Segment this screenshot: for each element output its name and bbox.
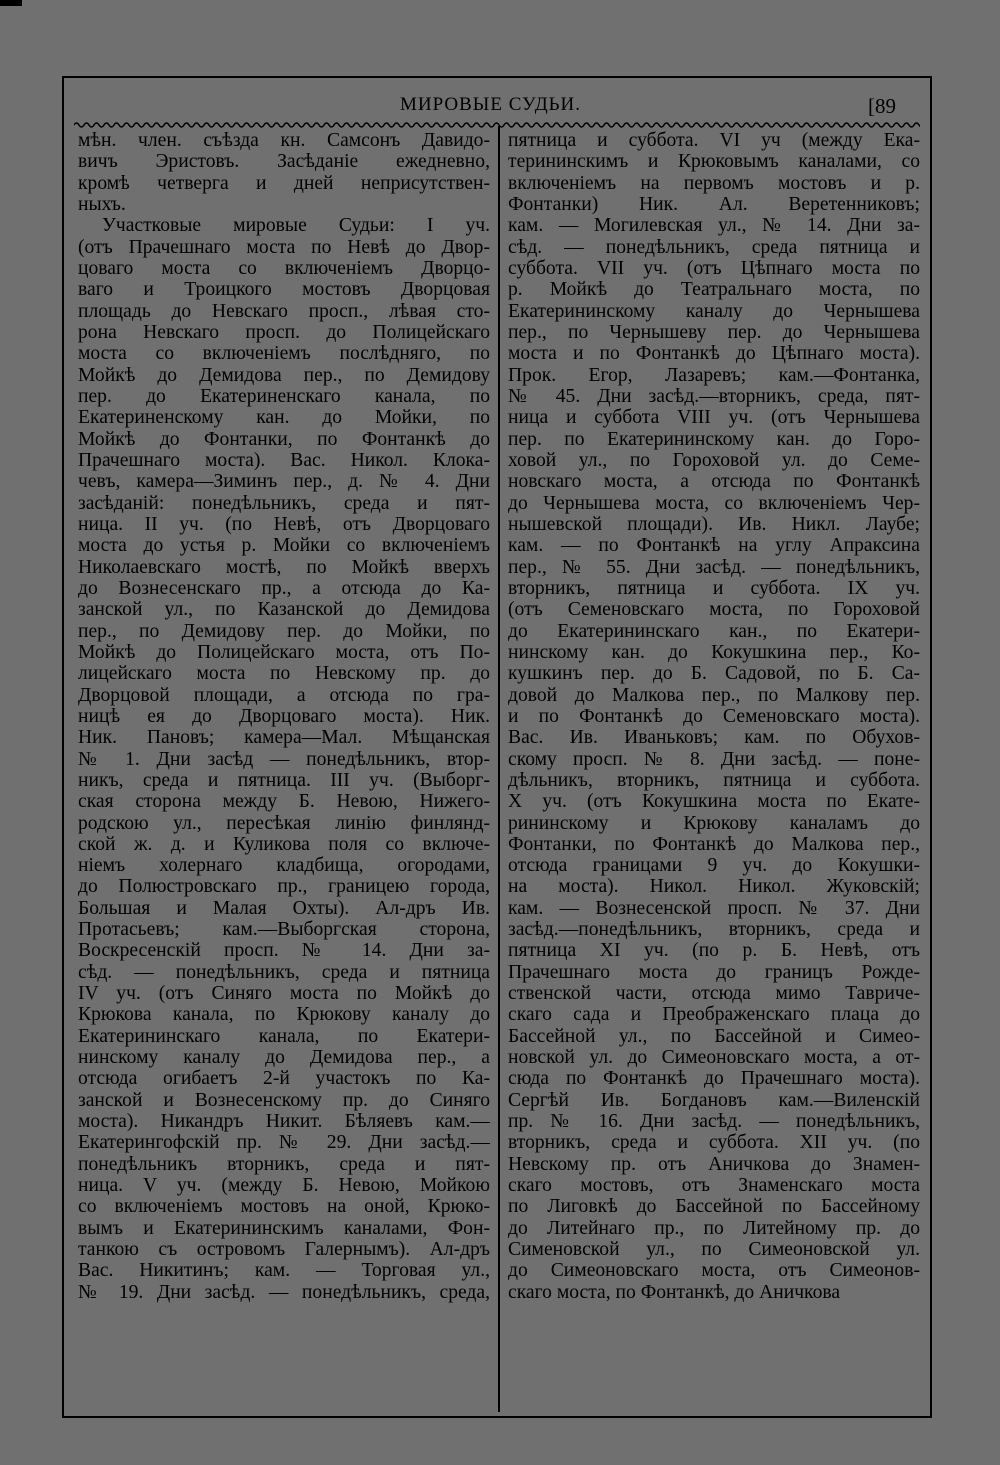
- text-line: до Симеоновскаго моста, отъ Симеонов-: [508, 1260, 920, 1282]
- text-line: кам. — по Фонтанкѣ на углу Апраксина: [508, 535, 920, 557]
- text-line: Фонтанки) Ник. Ал. Веретенниковъ;: [508, 193, 920, 215]
- running-title: МИРОВЫЕ СУДЬИ.: [400, 94, 582, 115]
- text-line: моста со включеніемъ послѣдняго, по: [78, 343, 490, 365]
- text-line: площадь до Невскаго просп., лѣвая сто-: [78, 300, 490, 322]
- text-line: скому просп. № 8. Дни засѣд. — поне-: [508, 748, 920, 770]
- text-line: лицейскаго моста по Невскому пр. до: [78, 663, 490, 685]
- text-line: сѣд. — понедѣльникъ, среда пятница и: [508, 236, 920, 258]
- text-line: ская сторона между Б. Невою, Нижего-: [78, 791, 490, 813]
- text-line: чевъ, камера—Зиминъ пер., д. № 4. Дни: [78, 471, 490, 493]
- text-line: включеніемъ на первомъ мостовъ и р.: [508, 172, 920, 194]
- text-line: занской и Вознесенскому пр. до Синяго: [78, 1089, 490, 1111]
- text-line: Мойкѣ до Демидова пер., по Демидову: [78, 364, 490, 386]
- text-line: нышевской площади). Ив. Никл. Лаубе;: [508, 513, 920, 535]
- text-line: Екатерининскаго канала, по Екатери-: [78, 1025, 490, 1047]
- left-text-column: [78, 130, 490, 1406]
- text-line: № 19. Дни засѣд. — понедѣльникъ, среда,: [78, 1281, 490, 1303]
- text-line: до Литейнаго пр., по Литейному пр. до: [508, 1217, 920, 1239]
- text-line: новскаго моста, а отсюда по Фонтанкѣ: [508, 471, 920, 493]
- text-line: моста). Никандръ Никит. Бѣляевъ кам.—: [78, 1111, 490, 1133]
- text-line: скаго моста, по Фонтанкѣ, до Аничкова: [508, 1281, 841, 1303]
- text-line: новской ул. до Симеоновскаго моста, а от-: [508, 1047, 920, 1069]
- text-line: сюда по Фонтанкѣ до Прачешнаго моста).: [508, 1068, 920, 1090]
- text-line: № 45. Дни засѣд.—вторникъ, среда, пят-: [508, 385, 920, 407]
- text-line: рона Невскаго просп. до Полицейскаго: [78, 321, 490, 343]
- text-line: мѣн. член. съѣзда кн. Самсонъ Давидо-: [78, 130, 490, 151]
- text-line: Сергѣй Ив. Богдановъ кам.—Виленскій: [508, 1089, 920, 1111]
- text-line: ница. V уч. (между Б. Невою, Мойкою: [78, 1175, 490, 1197]
- text-line: Фонтанки, по Фонтанкѣ до Малкова пер.,: [508, 833, 920, 855]
- text-line: Вас. Ив. Иваньковъ; кам. по Обухов-: [508, 727, 920, 749]
- text-line: до Чернышева моста, со включеніемъ Чер-: [508, 492, 920, 514]
- text-line: по Лиговкѣ до Бассейной по Бассейному: [508, 1196, 920, 1218]
- text-line: кам. — Могилевская ул., № 14. Дни за-: [508, 215, 920, 237]
- text-line: до Екатерининскаго кан., по Екатери-: [508, 620, 920, 642]
- text-line: кушкинъ пер. до Б. Садовой, по Б. Са-: [508, 663, 920, 685]
- text-line: до Полюстровскаго пр., границею города,: [78, 876, 490, 898]
- text-line: пер., № 55. Дни засѣд. — понедѣльникъ,: [508, 556, 920, 578]
- text-line: ваго и Троицкого мостовъ Дворцовая: [78, 279, 490, 301]
- text-line: Дворцовой площади, а отсюда по гра-: [78, 684, 490, 706]
- text-line: отсюда огибаетъ 2-й участокъ по Ка-: [78, 1068, 490, 1090]
- text-line: родскою ул., пересѣкая линію финлянд-: [78, 812, 490, 834]
- text-line: кромѣ четверга и дней неприсутствен-: [78, 172, 490, 194]
- text-line: нинскому каналу до Демидова пер., а: [78, 1047, 490, 1069]
- text-line: Николаевскаго мостѣ, по Мойкѣ вверхъ: [78, 556, 490, 578]
- text-line: ской ж. д. и Куликова поля со включе-: [78, 833, 490, 855]
- text-line: засѣд.—понедѣльникъ, вторникъ, среда и: [508, 919, 920, 941]
- text-line: Екатериненскому кан. до Мойки, по: [78, 407, 490, 429]
- text-line: Воскресенскій просп. № 14. Дни за-: [78, 940, 490, 962]
- right-text-column: [508, 130, 920, 1406]
- text-line: моста и по Фонтанкѣ до Цѣпнаго моста).: [508, 343, 920, 365]
- text-line: ныхъ.: [78, 193, 126, 215]
- scan-corner-mark: [0, 0, 22, 6]
- text-line: со включеніемъ мостовъ на оной, Крюко-: [78, 1196, 490, 1218]
- text-line: Бассейной ул., по Бассейной и Симео-: [508, 1025, 920, 1047]
- text-line: ніемъ холернаго кладбища, огородами,: [78, 855, 490, 877]
- text-line: ницѣ ея до Дворцоваго моста). Ник.: [78, 705, 490, 727]
- text-line: пятница XI уч. (по р. Б. Невѣ, отъ: [508, 940, 920, 962]
- text-line: пер., по Чернышеву пер. до Чернышева: [508, 321, 920, 343]
- text-line: пр. № 16. Дни засѣд. — понедѣльникъ,: [508, 1111, 920, 1133]
- text-line: ница и суббота VIII уч. (отъ Чернышева: [508, 407, 920, 429]
- text-line: ственской части, отсюда мимо Тавриче-: [508, 983, 920, 1005]
- text-line: понедѣльникъ вторникъ, среда и пят-: [78, 1153, 490, 1175]
- text-line: (отъ Прачешнаго моста по Невѣ до Двор-: [78, 236, 490, 258]
- text-line: IV уч. (отъ Синяго моста по Мойкѣ до: [78, 983, 490, 1005]
- text-line: Крюкова канала, по Крюкову каналу до: [78, 1004, 490, 1026]
- text-line: вымъ и Екатерининскимъ каналами, Фон-: [78, 1217, 490, 1239]
- text-line: дѣльникъ, вторникъ, пятница и суббота.: [508, 769, 920, 791]
- text-line: Екатерингофскій пр. № 29. Дни засѣд.—: [78, 1132, 490, 1154]
- text-line: сѣд. — понедѣльникъ, среда и пятница: [78, 961, 490, 983]
- text-line: Большая и Малая Охты). Ал-дръ Ив.: [78, 897, 490, 919]
- text-line: X уч. (отъ Кокушкина моста по Екате-: [508, 791, 920, 813]
- text-line: Мойкѣ до Полицейскаго моста, отъ По-: [78, 641, 490, 663]
- text-line: Прачешнаго моста). Вас. Никол. Клока-: [78, 449, 490, 471]
- text-line: ница. II уч. (по Невѣ, отъ Дворцоваго: [78, 513, 490, 535]
- text-line: пятница и суббота. VI уч (между Ека-: [508, 130, 920, 151]
- text-line: пер., по Демидову пер. до Мойки, по: [78, 620, 490, 642]
- text-line: Прок. Егор, Лазаревъ; кам.—Фонтанка,: [508, 364, 920, 386]
- text-line: вторникъ, среда и суббота. XII уч. (по: [508, 1132, 920, 1154]
- text-line: кам. — Вознесенской просп. № 37. Дни: [508, 897, 920, 919]
- text-line: рининскому и Крюкову каналамъ до: [508, 812, 920, 834]
- text-line: Екатерининскому каналу до Чернышева: [508, 300, 920, 322]
- text-line: Протасьевъ; кам.—Выборгская сторона,: [78, 919, 490, 941]
- text-line: вичъ Эристовъ. Засѣданіе ежедневно,: [78, 151, 490, 173]
- text-line: вторникъ, пятница и суббота. IX уч.: [508, 577, 920, 599]
- text-line: ховой ул., по Гороховой ул. до Семе-: [508, 449, 920, 471]
- text-line: пер. до Екатериненскаго канала, по: [78, 385, 490, 407]
- text-line: и по Фонтанкѣ до Семеновскаго моста).: [508, 705, 920, 727]
- text-line: занской ул., по Казанской до Демидова: [78, 599, 490, 621]
- text-line: моста до устья р. Мойки со включеніемъ: [78, 535, 490, 557]
- text-line: Мойкѣ до Фонтанки, по Фонтанкѣ до: [78, 428, 490, 450]
- text-line: (отъ Семеновскаго моста, по Гороховой: [508, 599, 920, 621]
- text-line: Сименовской ул., по Симеоновской ул.: [508, 1239, 920, 1261]
- text-line: Ник. Пановъ; камера—Мал. Мѣщанская: [78, 727, 490, 749]
- text-line: танкою съ островомъ Галернымъ). Ал-дръ: [78, 1239, 490, 1261]
- text-line: на моста). Никол. Никол. Жуковскій;: [508, 876, 920, 898]
- text-line: Вас. Никитинъ; кам. — Торговая ул.,: [78, 1260, 490, 1282]
- text-line: суббота. VII уч. (отъ Цѣпнаго моста по: [508, 257, 920, 279]
- text-line: терининскимъ и Крюковымъ каналами, со: [508, 151, 920, 173]
- text-line: скаго мостовъ, отъ Знаменскаго моста: [508, 1175, 920, 1197]
- text-line: Участковые мировые Судьи: I уч.: [102, 215, 490, 237]
- text-line: никъ, среда и пятница. III уч. (Выборг-: [78, 769, 490, 791]
- page-number: [89: [868, 94, 896, 118]
- text-line: Невскому пр. отъ Аничкова до Знамен-: [508, 1153, 920, 1175]
- text-line: пер. по Екатерининскому кан. до Горо-: [508, 428, 920, 450]
- text-line: скаго сада и Преображенскаго плаца до: [508, 1004, 920, 1026]
- text-line: до Вознесенскаго пр., а отсюда до Ка-: [78, 577, 490, 599]
- text-line: Прачешнаго моста до границъ Рожде-: [508, 961, 920, 983]
- text-line: цоваго моста со включеніемъ Дворцо-: [78, 257, 490, 279]
- text-line: р. Мойкѣ до Театральнаго моста, по: [508, 279, 920, 301]
- text-line: нинскому кан. до Кокушкина пер., Ко-: [508, 641, 920, 663]
- text-line: довой до Малкова пер., по Малкову пер.: [508, 684, 920, 706]
- text-line: отсюда границами 9 уч. до Кокушки-: [508, 855, 920, 877]
- column-divider: [498, 126, 500, 1412]
- text-line: засѣданій: понедѣльникъ, среда и пят-: [78, 492, 490, 514]
- text-line: № 1. Дни засѣд — понедѣльникъ, втор-: [78, 748, 490, 770]
